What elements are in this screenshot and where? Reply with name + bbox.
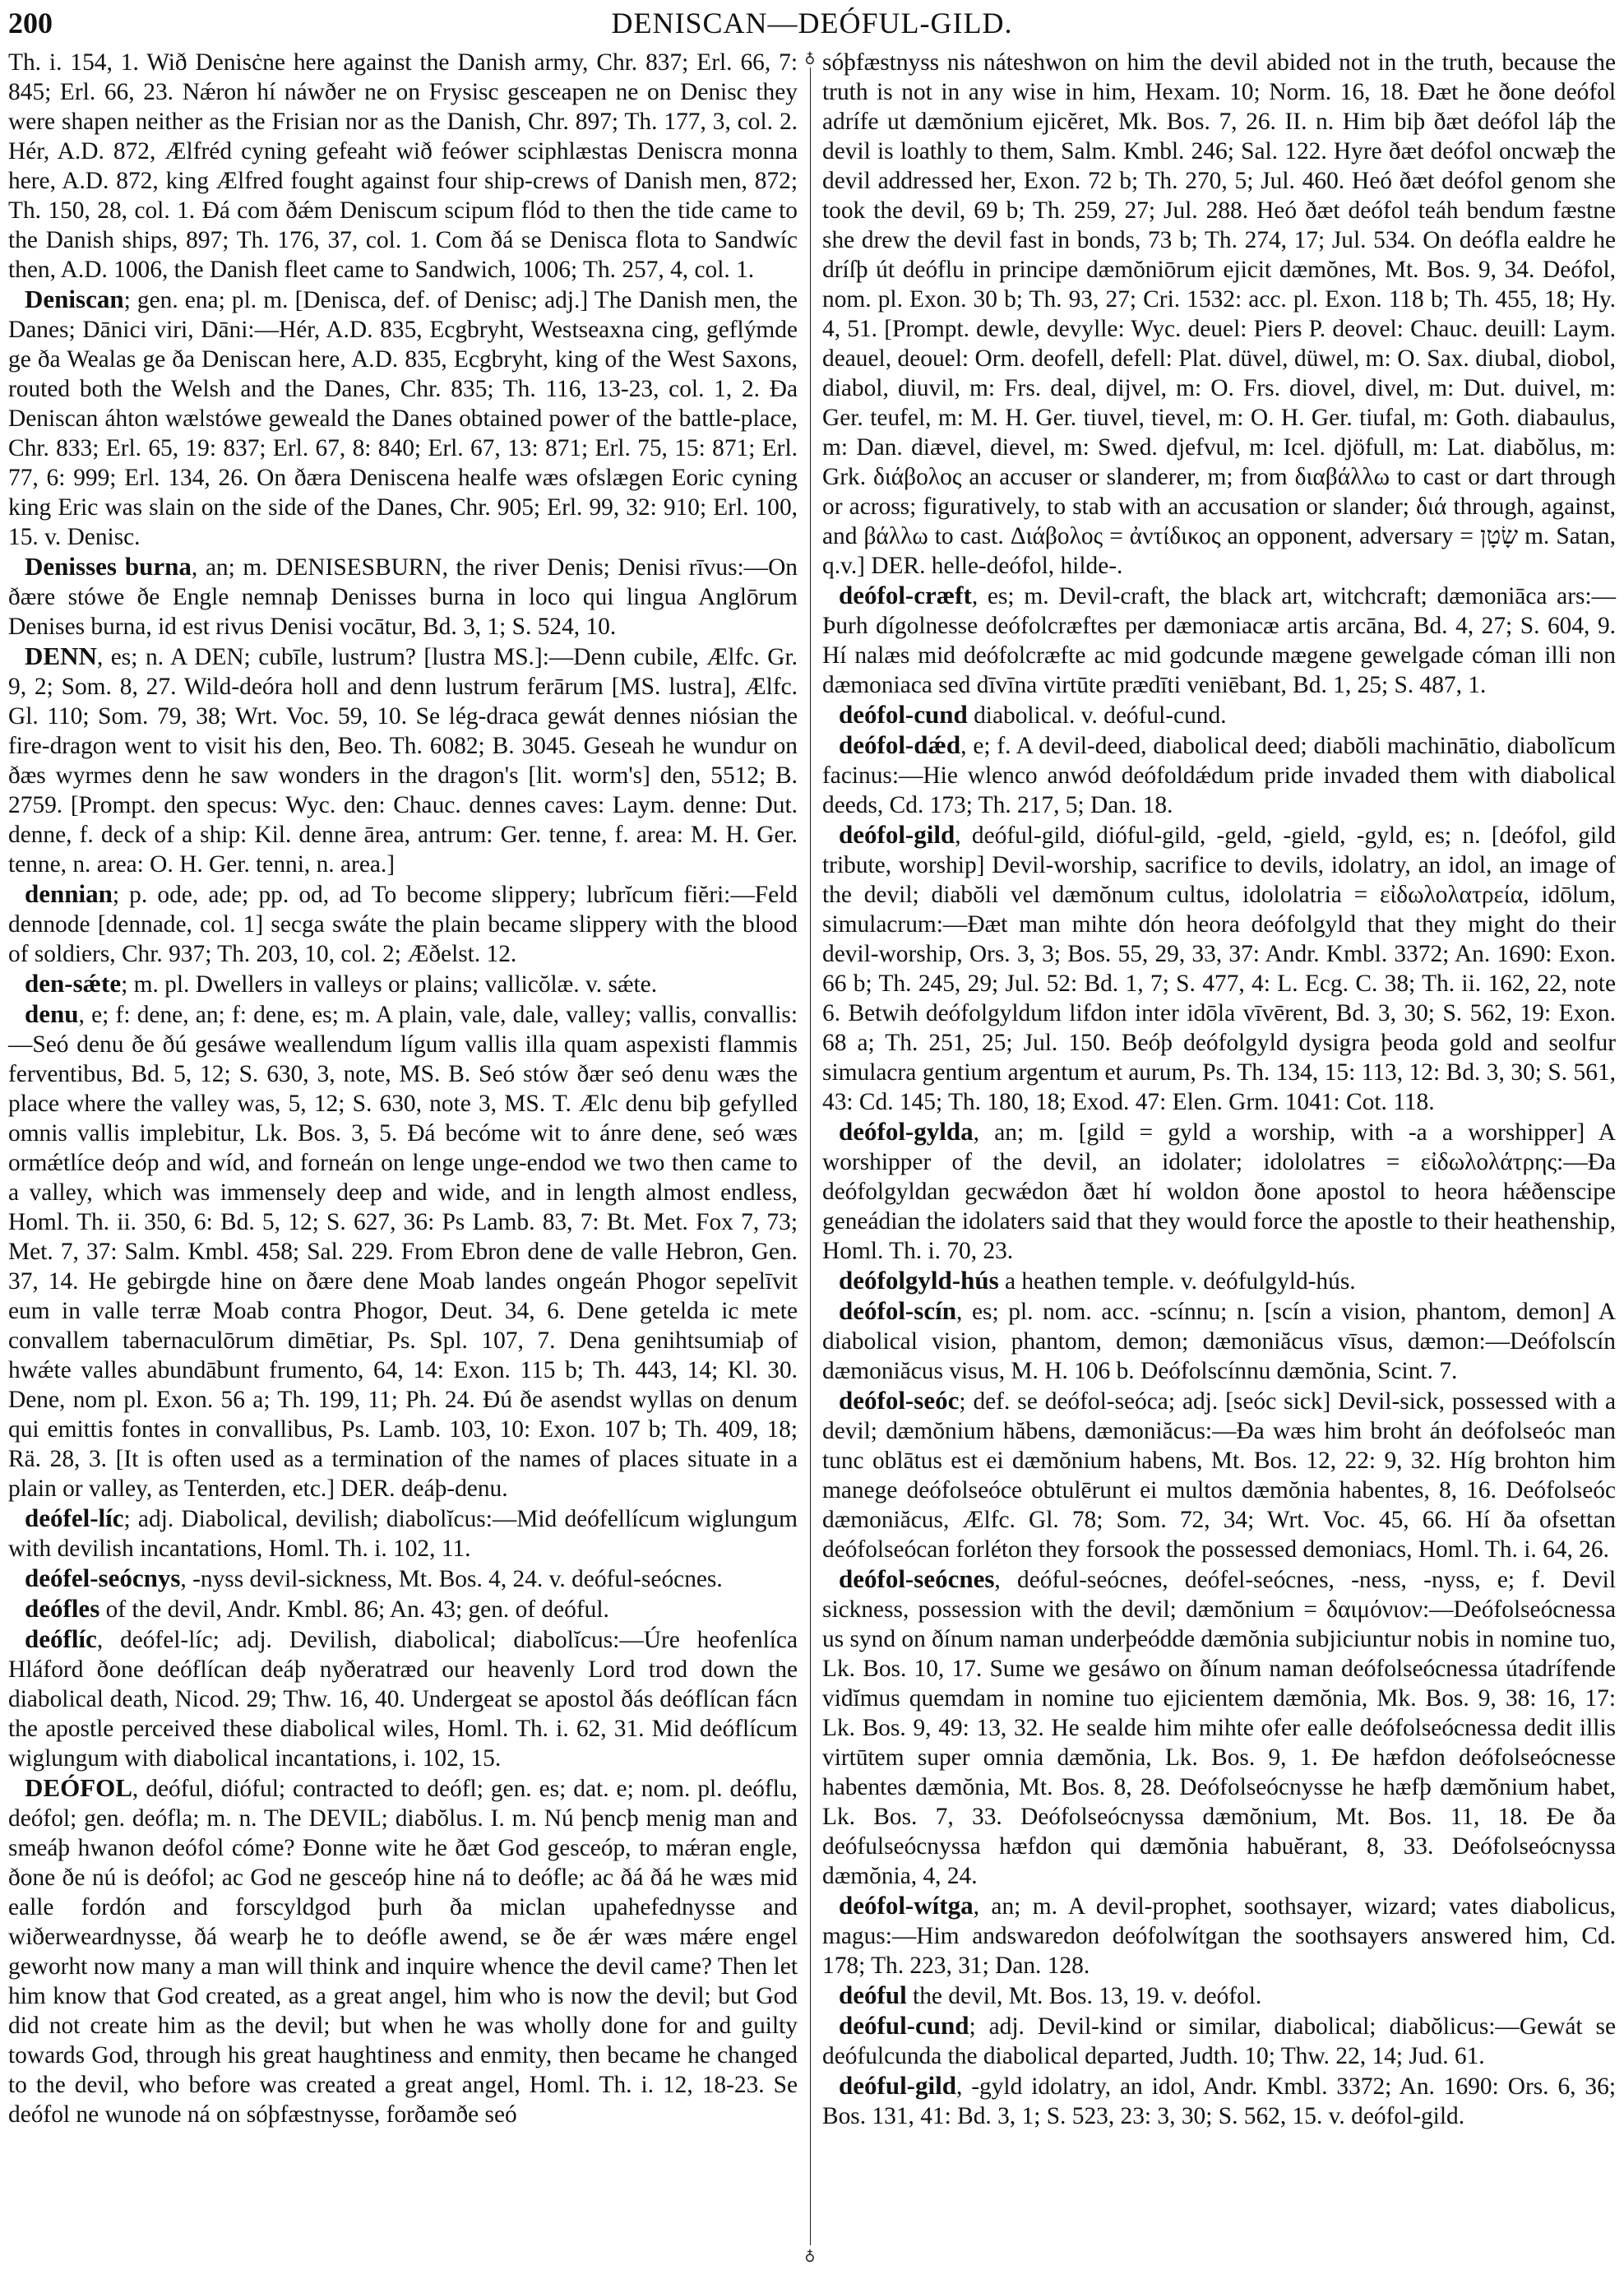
entry-continuation xyxy=(822,48,1616,581)
divider-ornament-icon: ♁ xyxy=(804,49,816,66)
dictionary-entry xyxy=(8,969,798,999)
dictionary-entry xyxy=(822,2071,1616,2131)
entry-continuation xyxy=(8,48,798,285)
headword: Denisses burna xyxy=(25,552,192,581)
entry-text: , es; m. Devil-craft, the black art, witchcraft; dæmoniāca ars:—Þurh dígolnesse deófolcræftes per dæmoniacæ artis arcāna, Bd. 4, 27; S. 604, 9. Hí nalæs mid deófolcræfte ac mid godcunde mægene gewelgade cóman illi non dæmoniaca sed dīvīna virtūte prædīti veniēbant, Bd. 1, 25; S. 487, 1. xyxy=(822,583,1616,698)
headword: deóful-gild xyxy=(839,2071,956,2100)
page-number: 200 xyxy=(8,7,53,39)
headword: deófol-wítga xyxy=(839,1891,974,1920)
dictionary-entry xyxy=(8,1773,798,2129)
dictionary-entry xyxy=(822,1296,1616,1386)
headword: DEÓFOL xyxy=(25,1773,132,1802)
entry-text: , e; f. A devil-deed, diabolical deed; diabŏli machinātio, diabolĭcum facinus:—Hie wlenco anwód deófoldǽdum pride invaded them with diabolical deeds, Cd. 173; Th. 217, 5; Dan. 18. xyxy=(822,733,1616,818)
entry-text: , an; m. A devil-prophet, soothsayer, wizard; vates diabolicus, magus:—Him andswaredon deófolwítgan the soothsayers answered him, Cd. 178; Th. 223, 31; Dan. 128. xyxy=(822,1893,1616,1979)
dictionary-entry xyxy=(8,1624,798,1773)
dictionary-entry xyxy=(822,1564,1616,1891)
entry-text: diabolical. v. deóful-cund. xyxy=(967,702,1227,729)
entry-text: ; adj. Diabolical, devilish; diabolĭcus:—Mid deófellícum wiglungum with devilish incantations, Homl. Th. i. 102, 11. xyxy=(8,1506,798,1562)
headword: deófol-seócnes xyxy=(839,1564,995,1593)
entry-text: , deóful-gild, dióful-gild, -geld, -gield, -gyld, es; n. [deófol, gild tribute, worship] Devil-worship, sacrifice to devils, idolatry, an idol, an image of the devil; diabŏli vel dæmŏnum cultus, idololatria = εἰδωλολατρεία, idōlum, simulacrum:—Ðæt man mihte dón heora deófolgyld that they might do their devil-worship, Ors. 3, 3; Bos. 55, 29, 33, 37: Andr. Kmbl. 3372; An. 1690: Exon. 66 b; Th. 245, 29; Jul. 52: Bd. 1, 7; S. 477, 4: L. Ecg. C. 38; Th. ii. 162, 22, note 6. Betwih deófolgyldum lifdon inter idōla vīvērent, Bd. 3, 30; S. 562, 19: Exon. 68 a; Th. 251, 25; Jul. 150. Beóþ deófolgyld dysigra þeoda gold and seolfur simulacra gentium argentum et aurum, Ps. Th. 134, 15: 113, 12: Bd. 3, 30; S. 561, 43: Cd. 145; Th. 180, 18; Exod. 47: Elen. Grm. 1041: Cot. 118. xyxy=(822,822,1616,1115)
entry-text: , -nyss devil-sickness, Mt. Bos. 4, 24. v. deóful-seócnes. xyxy=(180,1566,723,1592)
dictionary-entry xyxy=(822,581,1616,700)
headword: denu xyxy=(25,999,79,1028)
headword: deófol-gild xyxy=(839,820,955,849)
headword: den-sǽte xyxy=(25,969,122,998)
dictionary-entry xyxy=(822,700,1616,730)
entry-text: , deóful, dióful; contracted to deófl; gen. es; dat. e; nom. pl. deóflu, deófol; gen. deófla; m. n. The DEVIL; diabŏlus. I. m. Nú þencþ menig man and smeáþ hwanon deófol cóme? Ðonne wite he ðæt God gesceóp, to mǽran engle, ðone ðe nú is deófol; ac God ne gesceóp hine ná to deófle; ac ðá ðá he wæs mid ealle fordón and forscyldgod þurh ða miclan upahefednysse and wiðerweardnysse, ðá wearþ he to deófle awend, se ðe ǽr wæs mǽre engel geworht now many a man will think and inquire whence the devil came? Then let him know that God created, as a great angel, him who is now the devil; but God did not create him as the devil; but when he was wholly done for and guilty towards God, through his great haughtiness and enmity, then became he changed to the devil, who before was created a great angel, Homl. Th. i. 12, 18-23. Se deófol ne wunode ná on sóþfæstnysse, forðamðe seó xyxy=(8,1776,798,2128)
dictionary-entry xyxy=(822,1980,1616,2011)
headword: deóful-cund xyxy=(839,2011,969,2040)
headword: DENN xyxy=(25,642,97,670)
entry-text: ; m. pl. Dwellers in valleys or plains; vallicŏlæ. v. sǽte. xyxy=(121,971,658,998)
dictionary-entry xyxy=(8,1564,798,1594)
dictionary-entry xyxy=(8,1503,798,1564)
entry-text: ; adj. Devil-kind or similar, diabolical; diabŏlicus:—Gewát se deófulcunda the diabolical departed, Judth. 10; Thw. 22, 14; Jud. 61. xyxy=(822,2013,1616,2069)
entry-text: , es; pl. nom. acc. -scínnu; n. [scín a vision, phantom, demon] A diabolical vision, phantom, demon; dæmoniăcus vīsus, dæmon:—Deófolscín dæmoniăcus visus, M. H. 106 b. Deófolscínnu dæmŏnia, Scint. 7. xyxy=(822,1299,1616,1384)
entry-text: , -gyld idolatry, an idol, Andr. Kmbl. 3372; An. 1690: Ors. 6, 36; Bos. 131, 41: Bd. 3, 1; S. 523, 23: 3, 30; S. 562, 15. v. deófol-gild. xyxy=(822,2073,1616,2129)
entry-text: a heathen temple. v. deófulgyld-hús. xyxy=(998,1268,1356,1295)
entry-text: Th. i. 154, 1. Wið Denisċne here against the Danish army, Chr. 837; Erl. 66, 7: 845; Erl. 66, 23. Nǽron hí náwðer ne on Frysisc gesceapen ne on Denisc they were shapen neither as the Frisian nor as the Danish, Chr. 897; Th. 177, 3, col. 2. Hér, A.D. 872, Ælfréd cyning gefeaht wið feówer sciphlæstas Deniscra monna here, A.D. 872, king Ælfred fought against four ship-crews of Danish men, 872; Th. 150, 28, col. 1. Ðá com ðǽm Deniscum scipum flód to then the tide came to the Danish ships, 897; Th. 176, 37, col. 1. Com ðá se Denisca flota to Sandwíc then, A.D. 1006, the Danish fleet came to Sandwich, 1006; Th. 257, 4, col. 1. xyxy=(8,49,798,283)
dictionary-entry xyxy=(8,642,798,879)
entry-text: ; gen. ena; pl. m. [Denisca, def. of Denisc; adj.] The Danish men, the Danes; Dānici viri, Dāni:—Hér, A.D. 835, Ecgbryht, Westseaxna cing, geflýmde ge ða Wealas ge ða Deniscan here, A.D. 835, Ecgbryht, king of the West Saxons, routed both the Welsh and the Danes, Chr. 835; Th. 116, 13-23, col. 1, 2. Ða Deniscan áhton wælstówe geweald the Danes obtained power of the battle-place, Chr. 833; Erl. 65, 19: 837; Erl. 67, 8: 840; Erl. 67, 13: 871; Erl. 75, 15: 871; Erl. 77, 6: 999; Erl. 134, 26. On ðæra Deniscena healfe wæs ofslægen Eoric cyning king Eric was slain on the side of the Danes, Chr. 905; Erl. 99, 32: 910; Erl. 100, 15. v. Denisc. xyxy=(8,287,798,550)
dictionary-entry xyxy=(822,1891,1616,1980)
dictionary-entry xyxy=(8,285,798,552)
headword: deófel-líc xyxy=(25,1503,124,1532)
entry-text: , deófel-líc; adj. Devilish, diabolical; diabolĭcus:—Úre heofenlíca Hláford ðone deóflícan deáþ nyðeratræd our heavenly Lord trod down the diabolical death, Nicod. 29; Thw. 16, 40. Undergeat se apostol ðás deóflícan fácn the apostle perceived these diabolical wiles, Homl. Th. i. 62, 31. Mid deóflícum wiglungum with diabolical incantations, i. 102, 15. xyxy=(8,1627,798,1772)
entry-text: the devil, Mt. Bos. 13, 19. v. deófol. xyxy=(906,1983,1262,2009)
dictionary-entry xyxy=(8,1594,798,1624)
headword: deófol-gylda xyxy=(839,1117,974,1146)
headword: deófles xyxy=(25,1594,100,1623)
dictionary-entry xyxy=(8,552,798,642)
headword: deóful xyxy=(839,1980,907,2009)
dictionary-entry xyxy=(8,879,798,969)
headword: deófol-dǽd xyxy=(839,730,961,759)
running-title: DENISCAN—DEÓFUL-GILD. xyxy=(611,7,1013,39)
headword: deófol-cræft xyxy=(839,581,972,609)
headword: deófolgyld-hús xyxy=(839,1266,999,1295)
dictionary-entry xyxy=(822,1386,1616,1564)
dictionary-entry xyxy=(8,999,798,1503)
headword: deófol-seóc xyxy=(839,1386,960,1415)
entry-text: , an; m. DENISESBURN, the river Denis; Denisi rīvus:—On ðære stówe ðe Engle nemnaþ Denisses burna in loco qui lingua Anglōrum Denises burna, id est rivus Denisi vocātur, Bd. 3, 1; S. 524, 10. xyxy=(8,554,798,640)
headword: deófol-scín xyxy=(839,1296,956,1325)
headword: Deniscan xyxy=(25,285,124,313)
headword: dennian xyxy=(25,879,113,908)
column-divider xyxy=(810,67,811,2245)
entry-text: sóþfæstnyss nis náteshwon on him the devil abided not in the truth, because the truth is not in any wise in him, Hexam. 10; Norm. 16, 18. Ðæt he ðone deófol adrífe ut dæmŏnium ejicĕret, Mk. Bos. 7, 26. II. n. Him biþ ðæt deófol láþ the devil is loathly to them, Salm. Kmbl. 246; Sal. 122. Hyre ðæt deófol oncwæþ the devil addressed her, Exon. 72 b; Th. 270, 5; Jul. 460. Heó ðæt deófol genom she took the devil, 69 b; Th. 259, 27; Jul. 288. Heó ðæt deófol teáh bendum fæstne she drew the devil fast in bonds, 73 b; Th. 274, 17; Jul. 534. On deófla ealdre he dríſþ út deóflu in principe dæmŏniōrum ejicit dæmŏnes, Mt. Bos. 9, 34. Deófol, nom. pl. Exon. 30 b; Th. 93, 27; Cri. 1532: acc. pl. Exon. 118 b; Th. 455, 18; Hy. 4, 51. [Prompt. dewle, devylle: Wyc. deuel: Piers P. deovel: Chauc. deuill: Laym. deauel, deouel: Orm. deofell, defell: Plat. düvel, düwel, m: O. Sax. diubal, diobol, diabol, diuvil, m: Frs. deal, dijvel, m: O. Frs. diovel, divel, m: Dut. duivel, m: Ger. teufel, m: M. H. Ger. tiuvel, tievel, m: O. H. Ger. tiufal, m: Goth. diabaulus, m: Dan. diævel, dievel, m: Swed. djefvul, m: Icel. djöfull, m: Lat. diabŏlus, m: Grk. διάβολος an accuser or slanderer, m; from διαβάλλω to cast or dart through or across; figuratively, to stab with an accusation or slander; διά through, against, and βάλλω to cast. Διάβολος = ἀντίδικος an opponent, adversary = שָׂטָן m. Satan, q.v.] DER. helle-deófol, hilde-. xyxy=(822,49,1616,579)
headword: deóflíc xyxy=(25,1624,97,1653)
left-column xyxy=(8,48,798,2129)
dictionary-entry xyxy=(822,820,1616,1117)
entry-text: ; def. se deófol-seóca; adj. [seóc sick] Devil-sick, possessed with a devil; dæmŏnium hăbens, dæmoniăcus:—Ða wæs him broht án deófolseóc man tunc oblātus est ei dæmŏnium habens, Mt. Bos. 12, 22: 9, 32. Híg brohton him manege deófolseóce obtulērunt ei multos dæmŏnia habentes, 8, 16. Deófolseóc dæmoniăcus, Ælfc. Gl. 78; Som. 72, 34; Wrt. Voc. 45, 66. Hí ða ofsettan deófolseócan forléton they forsook the possessed demoniacs, Homl. Th. i. 64, 26. xyxy=(822,1388,1616,1563)
headword: deófel-seócnys xyxy=(25,1564,181,1592)
divider-ornament-icon: ♁ xyxy=(804,2247,816,2263)
dictionary-entry xyxy=(822,2011,1616,2071)
dictionary-entry xyxy=(822,1117,1616,1266)
dictionary-entry xyxy=(822,1266,1616,1296)
dictionary-entry xyxy=(822,730,1616,820)
entry-text: , deóful-seócnes, deófel-seócnes, -ness, -nyss, e; f. Devil sickness, possession with the devil; dæmŏnium = δαιμόνιον:—Deófolseócnessa us synd on ðínum naman underþeódde dæmŏnia subjiciuntur nobis in nomine tuo, Lk. Bos. 10, 17. Sume we gesáwo on ðínum naman deófolseócnessa útadrífende vidĭmus quemdam in nomine tuo ejicientem dæmŏnia, Mk. Bos. 9, 38: 16, 17: Lk. Bos. 9, 49: 13, 32. He sealde him mihte ofer ealle deófolseócnessa dedit illis virtūtem super omnia dæmŏnia, Lk. Bos. 9, 1. Ðe hæfdon deófolseócnesse habentes dæmŏnia, Mt. Bos. 8, 28. Deófolseócnysse he hæfþ dæmŏnium habet, Lk. Bos. 7, 33. Deófolseócnyssa dæmŏnium, Mt. Bos. 11, 18. Ðe ða deófulseócnyssa hæfdon qui dæmŏnia habuĕrant, 8, 33. Deófolseócnyssa dæmŏnia, 4, 24. xyxy=(822,1567,1616,1889)
right-column xyxy=(822,48,1616,2131)
entry-text: , es; n. A DEN; cubīle, lustrum? [lustra MS.]:—Denn cubile, Ælfc. Gr. 9, 2; Som. 8, 27. Wild-deóra holl and denn lustrum ferārum [MS. lustra], Ælfc. Gl. 110; Som. 79, 38; Wrt. Voc. 59, 10. Se lég-draca gewát dennes niósian the fire-dragon went to visit his den, Beo. Th. 6082; B. 3045. Geseah he wundur on ðæs wyrmes denn he saw wonders in the dragon's [lit. worm's] den, 5512; B. 2759. [Prompt. den specus: Wyc. den: Chauc. dennes caves: Laym. denne: Dut. denne, f. deck of a ship: Kil. denne ārea, antrum: Ger. tenne, f. area: M. H. Ger. tenne, n. area: O. H. Ger. tenni, n. area.] xyxy=(8,644,798,878)
headword: deófol-cund xyxy=(839,700,968,729)
entry-text: , e; f: dene, an; f: dene, es; m. A plain, vale, dale, valley; vallis, convallis:—Seó denu ðe ðú gesáwe weallendum lígum vallis illa quam aspexisti flammis ferventibus, Bd. 5, 12; S. 630, 3, note, MS. B. Seó stów ðær seó denu wæs the place where the valley was, 5, 12; S. 630, note 3, MS. T. Ælc denu biþ gefylled omnis vallis implebitur, Lk. Bos. 3, 5. Ðá becóme wit to ánre dene, seó wæs ormǽtlíce deóp and wíd, and forneán on lenge unge-endod we two then came to a valley, which was immensely deep and wide, and in length almost endless, Homl. Th. ii. 350, 6: Bd. 5, 12; S. 627, 36: Ps Lamb. 83, 7: Bt. Met. Fox 7, 73; Met. 7, 37: Salm. Kmbl. 458; Sal. 229. From Ebron dene de valle Hebron, Gen. 37, 14. He gebirgde hine on ðære dene Moab landes ongeán Phogor sepelīvit eum in valle terræ Moab contra Phogor, Deut. 34, 6. Dene getelda ic mete convallem tabernaculōrum dimētiar, Ps. Spl. 107, 7. Dena genihtsumiaþ of hwǽte valles abundābunt frumento, 64, 14: Exon. 115 b; Th. 443, 14; Kl. 30. Dene, nom pl. Exon. 56 a; Th. 199, 11; Ph. 24. Ðú ðe asendst wyllas on denum qui emittis fontes in convallibus, Ps. Lamb. 103, 10: Exon. 107 b; Th. 409, 18; Rä. 28, 3. [It is often used as a termination of the names of places situate in a plain or valley, as Tenterden, etc.] DER. deáþ-denu. xyxy=(8,1002,798,1502)
entry-text: of the devil, Andr. Kmbl. 86; An. 43; gen. of deóful. xyxy=(99,1596,609,1623)
entry-text: , an; m. [gild = gyld a worship, with -a a worshipper] A worshipper of the devil, an idolater; idololatres = εἰδωλολάτρης:—Ða deófolgyldan gecwǽdon ðæt hí woldon ðone apostol to heora hǽðenscipe geneádian the idolaters said that they would force the apostle to their heathenship, Homl. Th. i. 70, 23. xyxy=(822,1119,1617,1264)
entry-text: ; p. ode, ade; pp. od, ad To become slippery; lubrĭcum fiĕri:—Feld dennode [dennade, col. 1] secga swáte the plain became slippery with the blood of soldiers, Chr. 937; Th. 203, 10, col. 2; Æðelst. 12. xyxy=(8,882,798,967)
